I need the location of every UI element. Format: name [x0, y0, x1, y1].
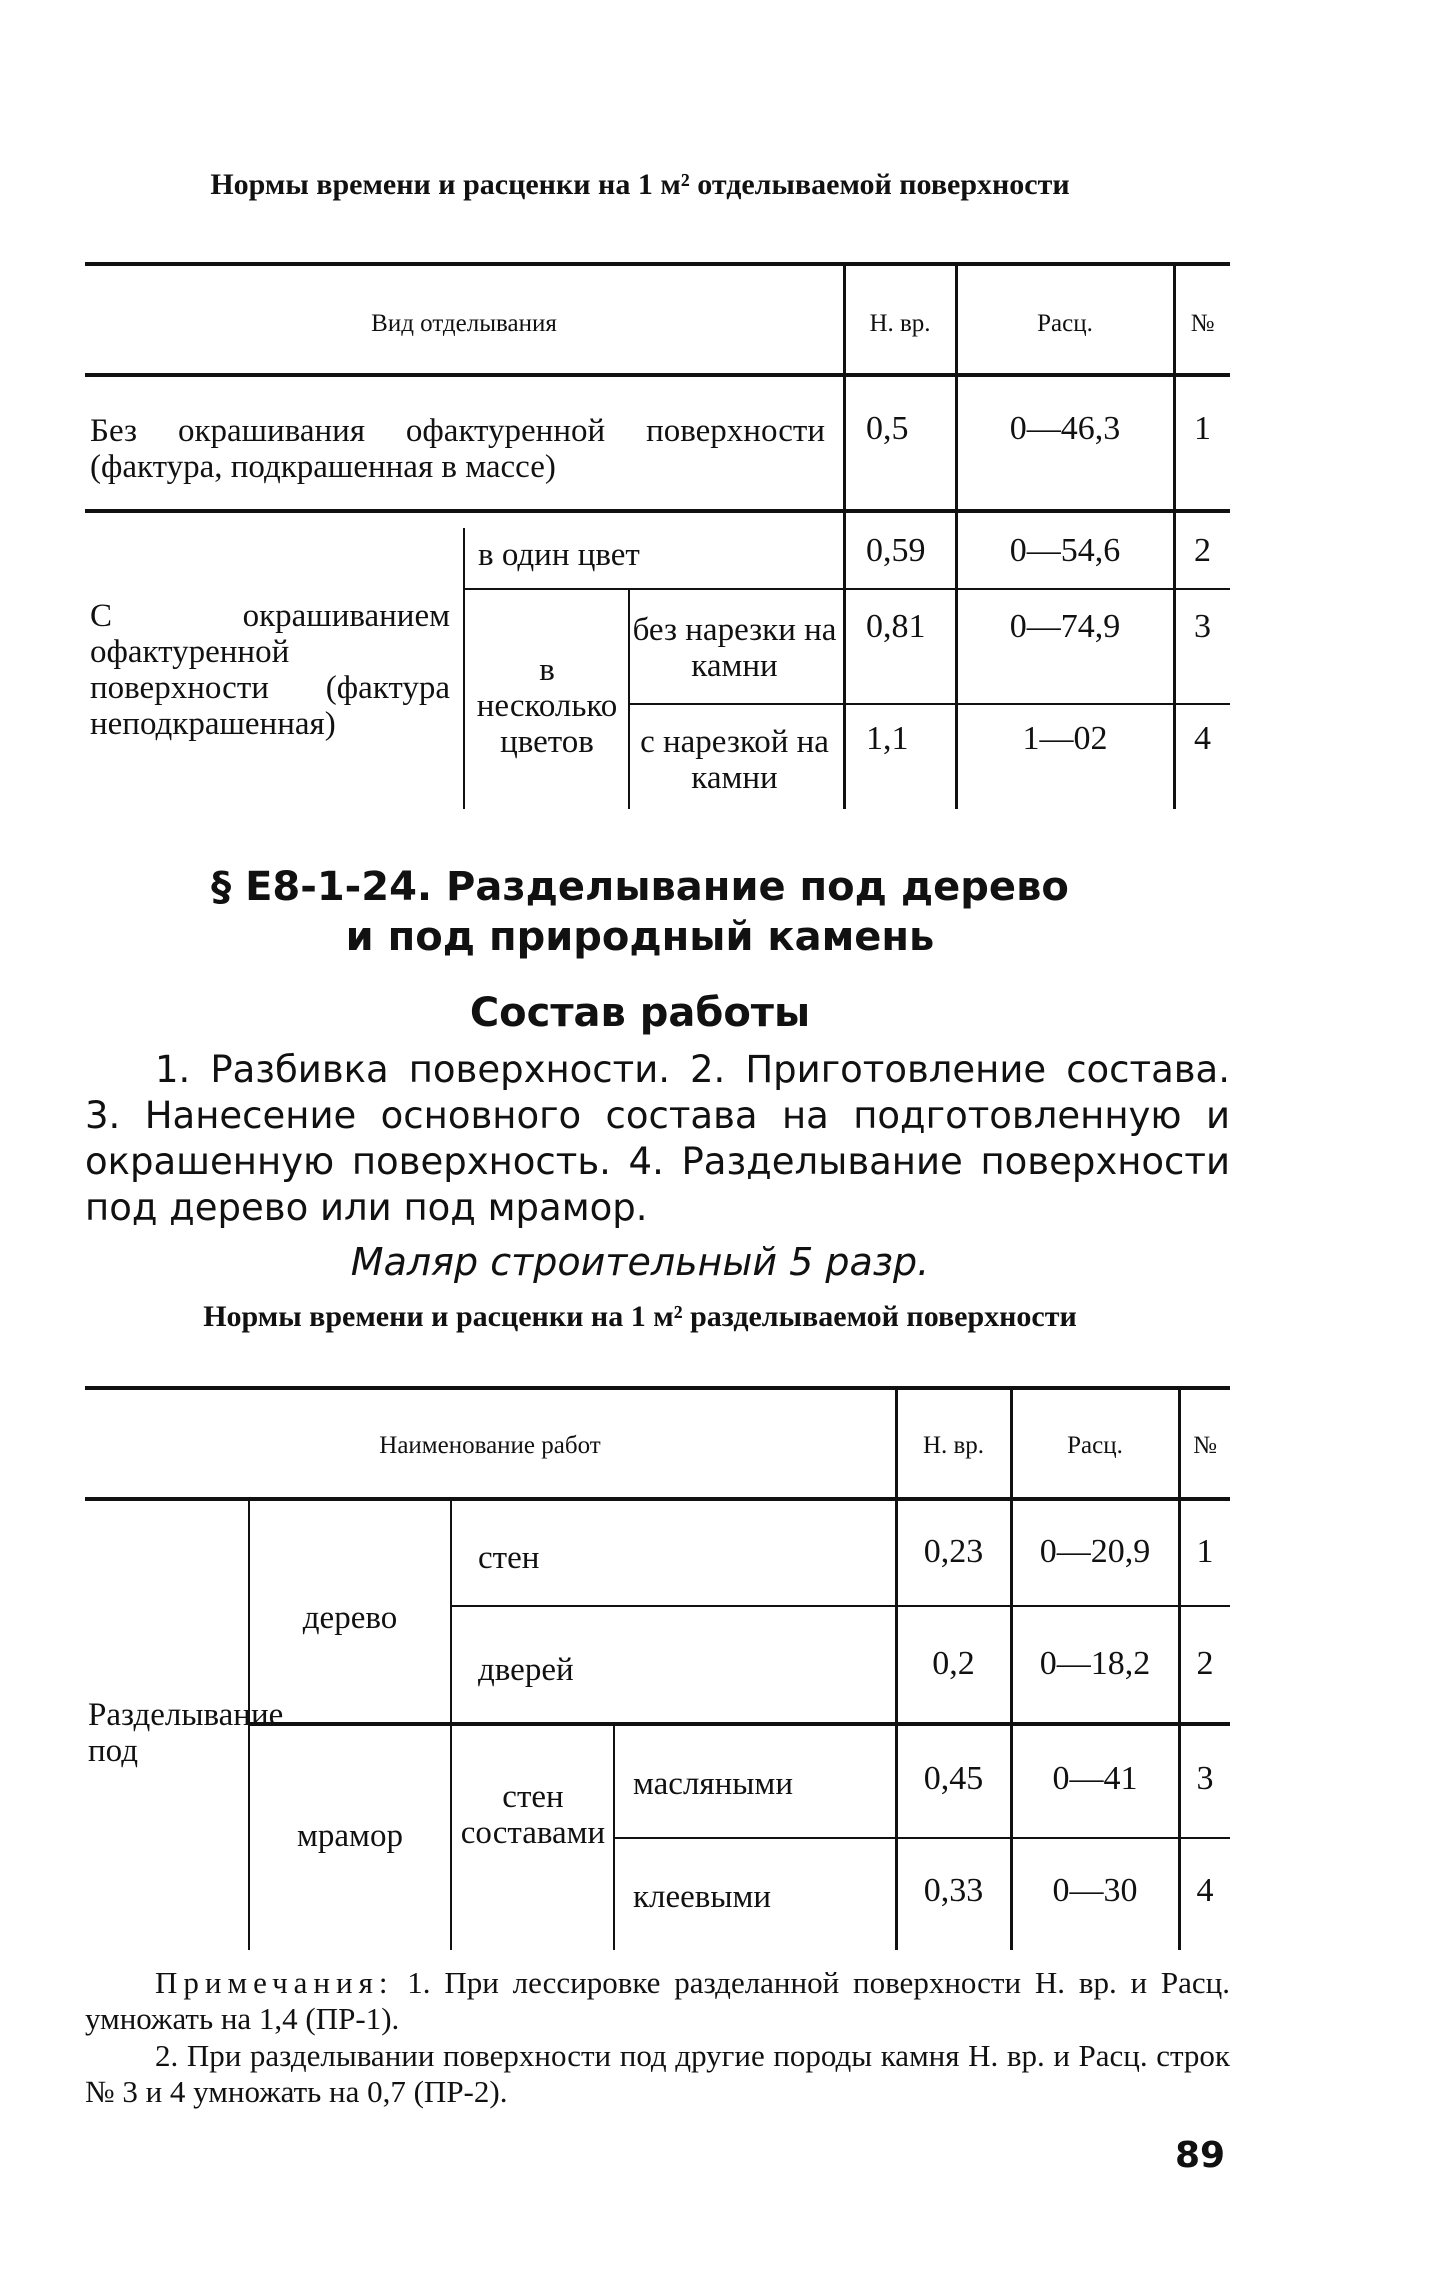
- table2-col-line: [613, 1724, 615, 1950]
- table1-row3-norm: 0,81: [866, 608, 926, 645]
- table2-top-rule: [85, 1386, 1230, 1390]
- table2-walls-label: стен: [478, 1540, 540, 1576]
- table2-row2-rate: 0—18,2: [1039, 1645, 1151, 1682]
- table2-marble-label: мрамор: [297, 1818, 403, 1854]
- table1-row3-no: 3: [1194, 608, 1211, 645]
- table1-header-rule: [85, 373, 1230, 377]
- section-heading-line1: § Е8-1-24. Разделывание под дерево: [211, 864, 1069, 910]
- page-number: 89: [1175, 2135, 1226, 2176]
- table1-col-line: [463, 528, 465, 809]
- table2-row3-norm: 0,45: [923, 1760, 984, 1797]
- table1-row4-rate: 1—02: [1022, 720, 1108, 757]
- table2-wood-rule: [248, 1722, 1230, 1726]
- table1-top-rule: [85, 262, 1230, 266]
- table2-oil-label: масляными: [633, 1766, 793, 1802]
- table2-row3-no: 3: [1196, 1760, 1214, 1797]
- table2-walls-rule: [452, 1605, 1230, 1607]
- table1-nocut-label: без нарезки на камни: [632, 612, 837, 684]
- table1-header-no: №: [1190, 310, 1215, 337]
- table1-nocut-rule: [630, 703, 1230, 705]
- table2-col-line: [450, 1500, 452, 1950]
- table1-header-norm: Н. вр.: [869, 310, 931, 337]
- table2-row4-rate: 0—30: [1052, 1872, 1138, 1909]
- composition-text: 1. Разбивка поверхности. 2. Приготовление состава. 3. Нанесение основного состава на подготовленную и окрашенную поверхность. 4. Разделывание поверхности под дерево или под мрамор.: [85, 1048, 1230, 1229]
- table2-header-rate: Расц.: [1067, 1432, 1123, 1459]
- table2-wood-label: дерево: [302, 1600, 398, 1636]
- table2-row2-norm: 0,2: [932, 1645, 975, 1682]
- table2-glue-label: клеевыми: [633, 1879, 772, 1915]
- table2-row3-rate: 0—41: [1052, 1760, 1138, 1797]
- table2-main-label: Разделывание под: [88, 1697, 284, 1769]
- table2-row4-no: 4: [1196, 1872, 1214, 1909]
- table2-row2-no: 2: [1196, 1645, 1214, 1682]
- table1-row1-rule: [85, 509, 1230, 513]
- table1-onecolor-label: в один цвет: [478, 537, 640, 573]
- table2-row1-no: 1: [1196, 1533, 1214, 1570]
- note-1-text: 1. При лессировке разделанной поверхности Н. вр. и Расц. умножать на 1,4 (ПР-1).: [85, 1965, 1231, 2036]
- table2-row4-norm: 0,33: [923, 1872, 984, 1909]
- table1-row1-no: 1: [1194, 410, 1211, 447]
- table2-walls-compounds-label: стен составами: [460, 1779, 606, 1851]
- table2-header-norm: Н. вр.: [922, 1432, 985, 1459]
- table1-several-colors: в несколько цветов: [476, 652, 618, 760]
- table1-row1-label: Без окрашивания офактуренной поверхности (фактура, подкрашенная в массе): [90, 413, 825, 485]
- table2-row1-rate: 0—20,9: [1039, 1533, 1151, 1570]
- table1-row3-rate: 0—74,9: [1009, 608, 1121, 645]
- table1-row2-norm: 0,59: [866, 532, 926, 569]
- composition-title: Состав работы: [469, 990, 811, 1036]
- worker-line: Маляр строительный 5 разр.: [350, 1240, 930, 1284]
- section-heading-line2: и под природный камень: [345, 914, 935, 960]
- table1-title: Нормы времени и расценки на 1 м² отделываемой поверхности: [210, 168, 1070, 201]
- table1-header-rate: Расц.: [1037, 310, 1093, 337]
- table1-col-line: [843, 264, 846, 809]
- table2-doors-label: дверей: [478, 1652, 574, 1688]
- table2-row1-norm: 0,23: [923, 1533, 984, 1570]
- notes-prefix: Примечания:: [155, 1965, 394, 2000]
- table1-onecolor-rule: [465, 588, 1230, 590]
- note-2: 2. При разделывании поверхности под другие породы камня Н. вр. и Расц. строк № 3 и 4 умножать на 0,7 (ПР-2).: [85, 2038, 1230, 2109]
- table1-row2-no: 2: [1194, 532, 1211, 569]
- table2-oil-rule: [615, 1837, 1230, 1839]
- table1-row4-norm: 1,1: [866, 720, 909, 757]
- table2-header-name: Наименование работ: [379, 1432, 601, 1459]
- table1-row1-norm: 0,5: [866, 410, 909, 447]
- table1-row1-rate: 0—46,3: [1009, 410, 1121, 447]
- table2-title: Нормы времени и расценки на 1 м² разделываемой поверхности: [203, 1300, 1077, 1333]
- table2-header-rule: [85, 1497, 1230, 1501]
- table1-col-line: [628, 590, 630, 809]
- table1-group2-label: С окрашиванием офактуренной поверхности (фактура неподкрашенная): [90, 598, 450, 742]
- table1-withcut-label: с нарезкой на камни: [640, 724, 829, 796]
- table2-header-no: №: [1193, 1432, 1217, 1459]
- table1-header-type: Вид отделывания: [371, 310, 557, 337]
- note-1: [85, 1965, 1230, 2037]
- table1-row4-no: 4: [1194, 720, 1211, 757]
- table1-row2-rate: 0—54,6: [1009, 532, 1121, 569]
